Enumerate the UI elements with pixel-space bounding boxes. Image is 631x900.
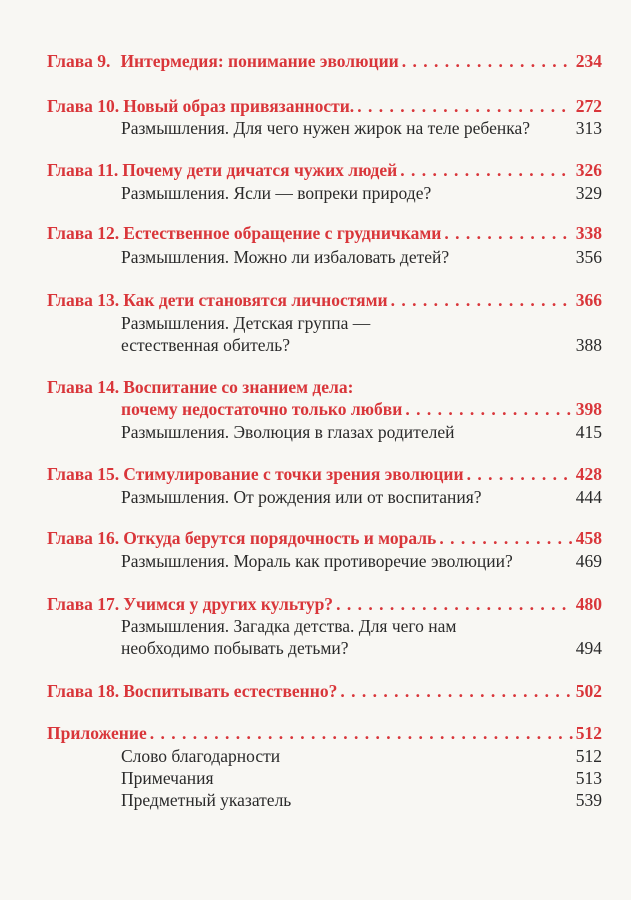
subsection-page: 329 — [575, 183, 602, 203]
leader-dots — [444, 222, 572, 244]
chapter-title: Стимулирование с точки зрения эволюции — [123, 464, 464, 484]
subsection-page: 415 — [575, 422, 602, 442]
subsection-title-cont: естественная обитель? — [121, 335, 291, 355]
chapter-page: 502 — [575, 681, 602, 701]
chapter-page: 234 — [575, 51, 602, 71]
chapter-label: Глава 15. — [47, 464, 120, 484]
subsection-page: 313 — [575, 118, 602, 138]
subsection-page: 494 — [575, 638, 602, 658]
leader-dots — [400, 159, 573, 181]
subsection-title: Размышления. Загадка детства. Для чего нам — [121, 616, 457, 636]
leader-dots — [150, 722, 573, 744]
subsection-title: Размышления. Мораль как противоречие эволюции? — [121, 551, 513, 571]
toc-subsection[interactable] — [121, 486, 602, 508]
toc-subsection[interactable] — [121, 421, 602, 443]
chapter-title: Почему дети дичатся чужих людей — [122, 160, 398, 180]
chapter-page: 326 — [575, 160, 602, 180]
chapter-label: Глава 17. — [47, 594, 120, 614]
appendix-item-title: Примечания — [121, 768, 214, 788]
chapter-label: Глава 14. — [47, 377, 120, 397]
toc-subsection-line2[interactable] — [121, 637, 602, 659]
subsection-title-cont: необходимо побывать детьми? — [121, 638, 349, 658]
chapter-label: Глава 10. — [47, 96, 120, 116]
toc-subsection[interactable] — [121, 117, 602, 139]
subsection-title: Размышления. Для чего нужен жирок на теле ребенка? — [121, 118, 531, 138]
chapter-label: Глава 11. — [47, 160, 119, 180]
appendix-item-page: 513 — [575, 768, 602, 788]
chapter-title-cont: почему недостаточно только любви — [121, 399, 403, 419]
toc-chapter-10[interactable] — [47, 95, 602, 117]
toc-subsection-line2[interactable] — [121, 334, 602, 356]
subsection-title: Размышления. От рождения или от воспитания? — [121, 487, 482, 507]
chapter-label: Глава 12. — [47, 223, 120, 243]
subsection-page: 469 — [575, 551, 602, 571]
subsection-title: Размышления. Детская группа — — [121, 313, 371, 333]
chapter-page: 272 — [575, 96, 602, 116]
appendix-label: Приложение — [47, 723, 147, 743]
appendix-item-title: Предметный указатель — [121, 790, 292, 810]
toc-chapter-14-cont[interactable] — [121, 398, 602, 420]
chapter-page: 366 — [575, 290, 602, 310]
leader-dots — [405, 398, 572, 420]
toc-appendix-item[interactable] — [121, 767, 602, 789]
chapter-title: Как дети становятся личностями — [123, 290, 388, 310]
chapter-title: Естественное обращение с грудничками — [123, 223, 442, 243]
leader-dots — [467, 463, 573, 485]
toc-chapter-15[interactable] — [47, 463, 602, 485]
chapter-label: Глава 9. — [47, 51, 111, 71]
toc-subsection[interactable] — [121, 550, 602, 572]
leader-dots — [340, 680, 572, 702]
toc-subsection-line1[interactable] — [121, 312, 602, 334]
appendix-item-page: 512 — [575, 746, 602, 766]
toc-chapter-16[interactable] — [47, 527, 602, 549]
chapter-page: 458 — [575, 528, 602, 548]
toc-chapter-12[interactable] — [47, 222, 602, 244]
chapter-label: Глава 18. — [47, 681, 120, 701]
toc-appendix-item[interactable] — [121, 789, 602, 811]
toc-chapter-11[interactable] — [47, 159, 602, 181]
subsection-page: 356 — [575, 247, 602, 267]
leader-dots — [391, 289, 573, 311]
appendix-page: 512 — [575, 723, 602, 743]
subsection-title: Размышления. Ясли — вопреки природе? — [121, 183, 432, 203]
toc-chapter-17[interactable] — [47, 593, 602, 615]
toc-appendix[interactable] — [47, 722, 602, 744]
chapter-page: 398 — [575, 399, 602, 419]
chapter-title: Новый образ привязанности. — [123, 96, 355, 116]
chapter-title: Воспитывать естественно? — [123, 681, 338, 701]
leader-dots — [402, 50, 573, 72]
chapter-page: 480 — [575, 594, 602, 614]
chapter-label: Глава 13. — [47, 290, 120, 310]
chapter-title: Воспитание со знанием дела: — [123, 377, 354, 397]
toc-chapter-14[interactable] — [47, 376, 602, 398]
chapter-label: Глава 16. — [47, 528, 120, 548]
toc-subsection[interactable] — [121, 182, 602, 204]
subsection-page: 444 — [575, 487, 602, 507]
chapter-title: Откуда берутся порядочность и мораль — [123, 528, 437, 548]
leader-dots — [357, 95, 573, 117]
toc-chapter-9[interactable] — [47, 50, 602, 72]
toc-subsection-line1[interactable] — [121, 615, 602, 637]
subsection-title: Размышления. Можно ли избаловать детей? — [121, 247, 450, 267]
subsection-page: 388 — [575, 335, 602, 355]
leader-dots — [336, 593, 573, 615]
chapter-page: 428 — [575, 464, 602, 484]
toc-chapter-13[interactable] — [47, 289, 602, 311]
appendix-item-title: Слово благодарности — [121, 746, 281, 766]
toc-appendix-item[interactable] — [121, 745, 602, 767]
toc-subsection[interactable] — [121, 246, 602, 268]
toc-chapter-18[interactable] — [47, 680, 602, 702]
appendix-item-page: 539 — [575, 790, 602, 810]
chapter-title: Интермедия: понимание эволюции — [120, 51, 399, 71]
chapter-page: 338 — [575, 223, 602, 243]
chapter-title: Учимся у других культур? — [123, 594, 334, 614]
leader-dots — [439, 527, 572, 549]
subsection-title: Размышления. Эволюция в глазах родителей — [121, 422, 455, 442]
